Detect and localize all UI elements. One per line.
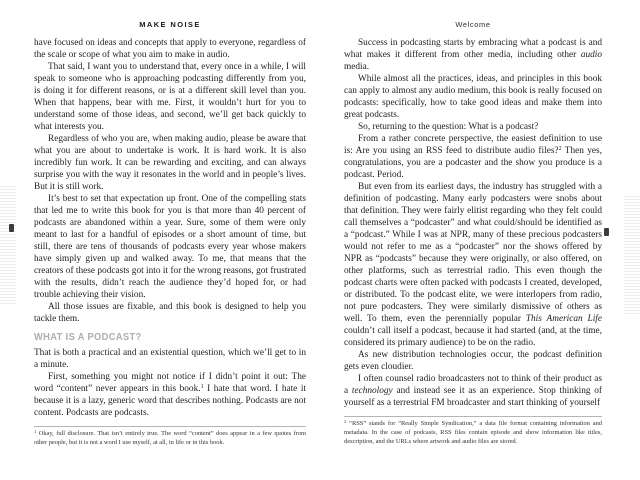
page-edge-stack-right <box>624 196 640 314</box>
paragraph-text: media. <box>344 62 370 72</box>
paragraph-text: First, something you might not notice if I didn’t point it out: The word “content” never appears in this book. <box>34 372 306 394</box>
paragraph: That is both a practical and an existential question, which we’ll get to in a minute. <box>34 348 306 370</box>
section-heading: WHAT IS A PODCAST? <box>34 332 142 343</box>
paragraph <box>344 373 602 409</box>
right-page-text-column <box>344 37 602 409</box>
paragraph-text: Success in podcasting starts by embracing what a podcast is and what makes it different from other media, including other <box>344 38 602 60</box>
italic-text: technology <box>351 386 393 396</box>
paragraph <box>34 371 306 419</box>
left-page-text-column <box>34 37 306 419</box>
running-head-chapter-title: Welcome <box>455 20 491 29</box>
paragraph: It’s best to set that expectation up front. One of the compelling stats that led me to write this book for you is that more than 40 percent of podcasts are abandoned within a year. Sure, some of them were only meant to last for a handful of episodes or a short amount of time, but still, there are tens of thousands of podcasts every year whose makers have simply given up and walked away. To me, that means that the creators of these podcasts got into it for the wrong reasons, got frustrated with the results, didn’t reach the audience they’d hoped for, or had trouble achieving their vision. <box>34 194 306 300</box>
paragraph <box>344 37 602 73</box>
paragraph <box>344 133 602 181</box>
paragraph-text: I often counsel radio broadcasters not to think of their product as a <box>344 374 602 396</box>
paragraph: have focused on ideas and concepts that apply to everyone, regardless of the scale or scope of what you aim to make in audio. <box>34 38 306 60</box>
paragraph-text: I hate that word. I hate it because it is a lazy, generic word that describes nothing. Podcasts are not content. Podcasts are podcasts. <box>34 384 307 418</box>
paragraph: While almost all the practices, ideas, and principles in this book can apply to almost any audio medium, this book is really focused on podcasts: specifically, how to take good ideas and make them into great podcasts. <box>344 74 602 120</box>
paragraph: That said, I want you to understand that, every once in a while, I will speak to someone who is approaching podcasting differently from you, is doing it for different reasons, or is at a different skill level than you. When that happens, bear with me. First, it wouldn’t hurt for you to understand some of those ideas, and second, we’ll get back quickly to what interests you. <box>34 62 306 132</box>
paragraph-text: and instead see it as an experience. Stop thinking of yourself as a terrestrial FM broadcaster and start thinking of yourself <box>344 386 602 408</box>
paragraph: Regardless of who you are, when making audio, please be aware that what you are about to undertake is work. It is hard work. It is also incredibly fun work. It can be rewarding and exciting, and can always surprise you with the way it resonates in the world and in people’s lives. But it is still work. <box>34 134 306 192</box>
running-head-book-title: MAKE NOISE <box>139 20 201 29</box>
chapter-tab-marker-right <box>604 228 609 236</box>
paragraph: All those issues are fixable, and this book is designed to help you tackle them. <box>34 302 306 324</box>
footnote-marker-1: 1 <box>34 429 37 434</box>
paragraph-text: From a rather concrete perspective, the easiest definition to use is: Are you using an RSS feed to distribute audio files? <box>344 134 602 156</box>
left-page-footnote <box>34 426 306 448</box>
footnote-reference-1: 1 <box>200 384 204 390</box>
paragraph-text: Then yes, congratulations, you are a podcaster and the show you produce is a podcast. Period. <box>344 146 602 180</box>
italic-text: audio <box>580 50 602 60</box>
paragraph: As new distribution technologies occur, the podcast definition gets even cloudier. <box>344 350 602 372</box>
paragraph-text: couldn’t call itself a podcast, because it had started (and, at the time, considered its primary audience) to be on the radio. <box>344 326 602 348</box>
chapter-tab-marker-left <box>9 224 14 232</box>
footnote-text: “RSS” stands for “Really Simple Syndication,” a data file format containing information and metadata. In the case of podcasts, RSS files contain episode and show information like titles, description, and the URLs where artwork and audio files are stored. <box>344 420 602 445</box>
paragraph <box>344 181 602 349</box>
italic-text: This American Life <box>525 314 603 324</box>
page-edge-stack-left <box>0 186 16 304</box>
footnote-marker-2: 2 <box>344 419 347 424</box>
paragraph: So, returning to the question: What is a podcast? <box>358 122 539 132</box>
right-page-footnote <box>344 416 602 446</box>
footnote-text: Okay, full disclosure. That isn’t entirely true. The word “content” does appear in a few quotes from other people, but it is not a word I use myself, at all, in life or in this book. <box>34 430 306 446</box>
paragraph-text: But even from its earliest days, the industry has struggled with a definition of podcasting. Many early podcasters were snobs about that definition. They were fairly elitist regarding who they felt could call themselves a “podcaster” and what could/should be identified as a “podcast.” While I was at NPR, many of these precious podcasters would not refer to me as a “podcaster” nor the shows offered by NPR as “podcasts” because they were originally, or also offered, on other platforms, such as terrestrial radio. This even though the podcast charts were often packed with podcasts I created, developed, or distributed. To the podcast elite, we were interlopers from radio, not pure podcasters. They were similarly dismissive of others as well. To them, even the perennially popular <box>344 182 602 324</box>
footnote-reference-2: 2 <box>558 146 562 152</box>
